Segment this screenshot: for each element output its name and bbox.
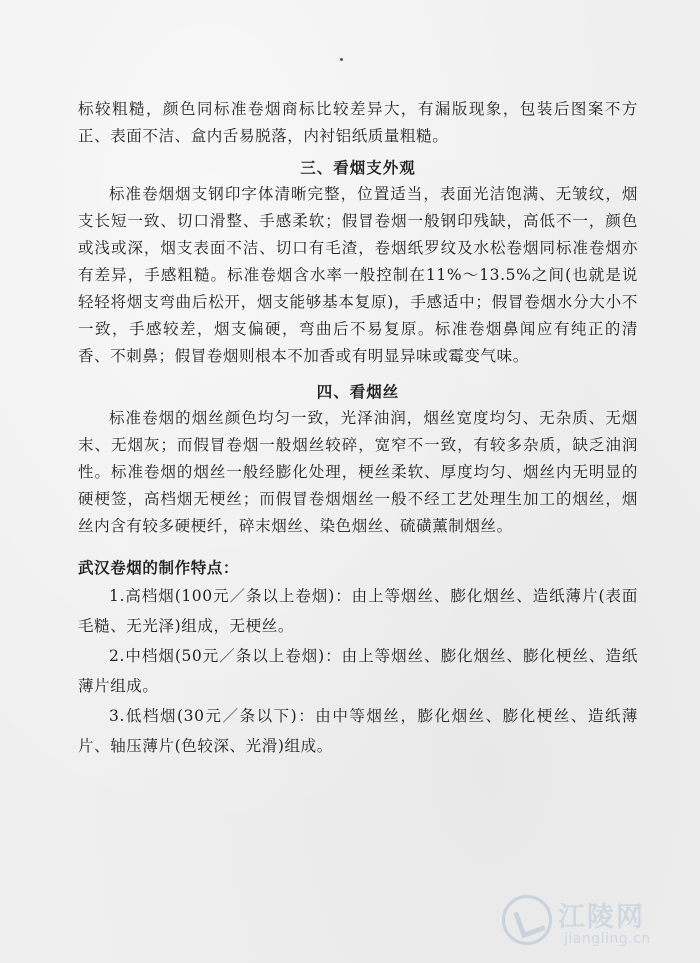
watermark-site-name: 江陵网 [558,902,645,933]
section-heading-3: 三、看烟支外观 [300,158,416,177]
paragraph-tobacco-shreds: 标准卷烟的烟丝颜色均匀一致，光泽油润，烟丝宽度均匀、无杂质、无烟末、无烟灰；而假冒卷烟一般烟丝较碎，宽窄不一致，有较多杂质，缺乏油润性。标准卷烟的烟丝一般经膨化处理，梗丝柔软、厚度均匀、烟丝内无明显的硬梗签，高档烟无梗丝；而假冒卷烟烟丝一般不经工艺处理生加工的烟丝，烟丝内含有较多硬梗纤，碎末烟丝、染色烟丝、硫磺薰制烟丝。 [78,409,638,535]
section-heading-4: 四、看烟丝 [316,382,400,401]
list-item-high-grade: 1.高档烟(100元／条以上卷烟)：由上等烟丝、膨化烟丝、造纸薄片(表面毛糙、无光泽)组成，无梗丝。 [78,587,638,635]
watermark-site-url: jiangling.cn [564,931,651,947]
watermark-logo-icon [502,895,552,945]
speck-mark [340,58,343,61]
list-item-low-grade: 3.低档烟(30元／条以下)：由中等烟丝，膨化烟丝、膨化梗丝、造纸薄片、轴压薄片(色较深、光滑)组成。 [78,707,638,755]
site-watermark [492,891,692,955]
paragraph-cigarette-appearance: 标准卷烟烟支钢印字体清晰完整，位置适当，表面光洁饱满、无皱纹，烟支长短一致、切口滑整、手感柔软；假冒卷烟一般钢印残缺，高低不一，颜色或浅或深，烟支表面不洁、切口有毛渣，卷烟纸罗纹及水松卷烟同标准卷烟亦有差异，手感粗糙。标准卷烟含水率一般控制在11%～13.5%之间(也就是说轻轻将烟支弯曲后松开，烟支能够基本复原)，手感适中；假冒卷烟水分大小不一致，手感较差，烟支偏硬，弯曲后不易复原。标准卷烟鼻闻应有纯正的清香、不刺鼻；假冒卷烟则根本不加香或有明显异味或霉变气味。 [78,185,638,365]
wuhan-features-title: 武汉卷烟的制作特点： [78,558,240,577]
list-item-mid-grade: 2.中档烟(50元／条以上卷烟)：由上等烟丝、膨化烟丝、膨化梗丝、造纸薄片组成。 [78,647,638,695]
document-body [78,96,638,761]
paragraph-continuation: 标较粗糙，颜色同标准卷烟商标比较差异大，有漏版现象，包装后图案不方正、表面不洁、盒内舌易脱落，内衬铝纸质量粗糙。 [78,100,638,145]
